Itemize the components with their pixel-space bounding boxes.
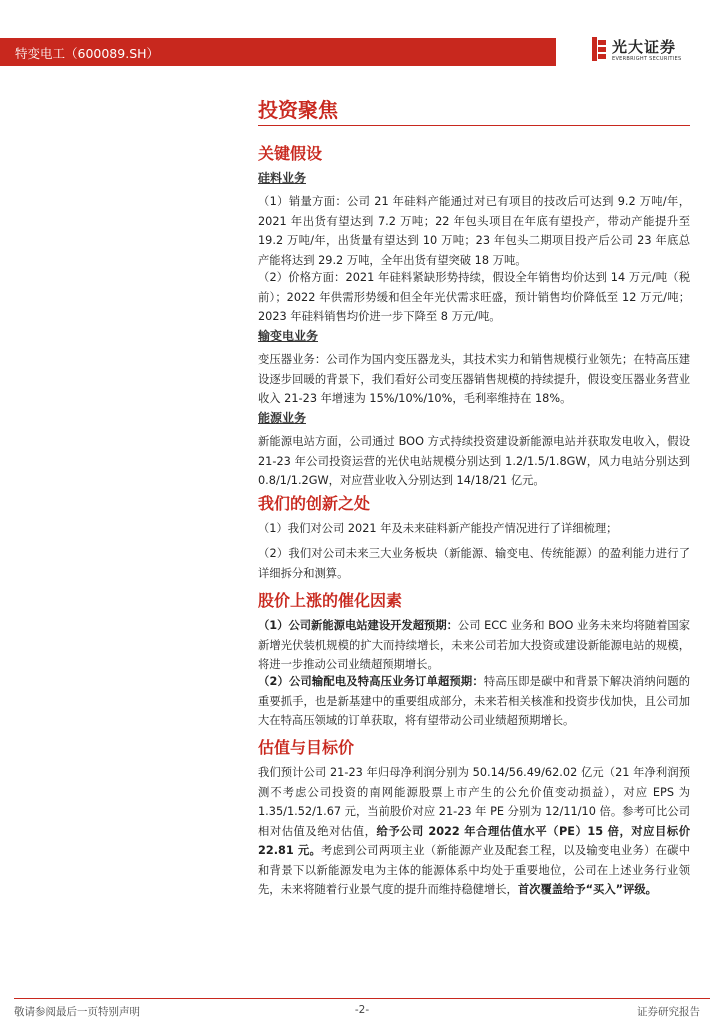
section-heading-innovation: 我们的创新之处 (258, 494, 371, 513)
catalyst-1-text: 公司 ECC 业务和 BOO 业务未来均将随着国家新增光伏装机规模的扩大而持续增长，未来公司若加大投资或建设新能源电站的规模，将进一步推动公司业绩超预期增长。 (258, 619, 690, 671)
paragraph-text: （1）销量方面：公司 21 年硅料产能通过对已有项目的技改后可达到 9.2 万吨/年，2021 年出货有望达到 7.2 万吨；22 年包头项目在年底有望投产，带动产能提升至 19.2 万吨/年，出货量有望达到 10 万吨；23 年包头二期项目投产后公司 23 年底总产能将达到 29.2 万吨，全年出货有望突破 18 万吨。 (258, 195, 690, 267)
company-ticker: 特变电工（600089.SH） (15, 46, 160, 61)
brand-logo-icon (592, 37, 606, 61)
brand-logo (592, 37, 712, 67)
page-title: 投资聚焦 (258, 98, 338, 122)
brand-name: 光大证券 (612, 38, 677, 56)
paragraph-innovation-1 (258, 519, 690, 539)
paragraph-silicon-price (258, 268, 690, 327)
catalyst-2-text: 特高压即是碳中和背景下解决消纳问题的重要抓手，也是新基建中的重要组成部分，未来若相关核准和投资步伐加快，且公司加大在特高压领域的订单获取，将有望带动公司业绩超预期增长。 (258, 675, 690, 727)
paragraph-silicon-volume (258, 192, 690, 270)
paragraph-valuation (258, 763, 690, 900)
footer-disclaimer: 敬请参阅最后一页特别声明 (14, 1006, 140, 1018)
title-divider (258, 125, 690, 126)
subheading-silicon: 硅料业务 (258, 171, 307, 185)
paragraph-text: 新能源电站方面，公司通过 BOO 方式持续投资建设新能源电站并获取发电收入，假设 21-23 年公司投资运营的光伏电站规模分别达到 1.2/1.5/1.8GW，风力电站分别达到 0.8/1/1.2GW，对应营业收入分别达到 14/18/21 亿元。 (258, 435, 690, 487)
section-heading-key-assumptions: 关键假设 (258, 144, 323, 163)
section-heading-valuation: 估值与目标价 (258, 738, 355, 757)
page-number: -2- (354, 1004, 370, 1016)
catalyst-2-lead: （2）公司输配电及特高压业务订单超预期： (258, 675, 484, 688)
paragraph-catalyst-1 (258, 616, 690, 675)
valuation-text-1: 我们预计公司 21-23 年归母净利润分别为 50.14/56.49/62.02 亿元（21 年净利润预测不考虑公司投资的南网能源股票上市产生的公允价值变动损益），对应 EPS 为 1.35/1.52/1.67 元，当前股价对应 21-23 年 PE 分别为 12/11/10 倍。参考可比公司相对估值及绝对估值， (258, 766, 690, 838)
paragraph-text: （1）我们对公司 2021 年及未来硅料新产能投产情况进行了详细梳理； (258, 522, 618, 535)
footer-divider (14, 998, 710, 999)
paragraph-text: 变压器业务：公司作为国内变压器龙头，其技术实力和销售规模行业领先；在特高压建设逐步回暖的背景下，我们看好公司变压器销售规模的持续提升，假设变压器业务营业收入 21-23 年增速为 15%/10%/10%，毛利率维持在 18%。 (258, 353, 690, 405)
valuation-rating: 首次覆盖给予“买入”评级。 (517, 883, 657, 896)
section-heading-catalysts: 股价上涨的催化因素 (258, 591, 403, 610)
subheading-transmission: 输变电业务 (258, 329, 319, 343)
paragraph-new-energy-stations (258, 432, 690, 491)
paragraph-catalyst-2 (258, 672, 690, 731)
valuation-target-price: 给予公司 2022 年合理估值水平（PE）15 倍，对应目标价 22.81 元。 (258, 824, 690, 857)
paragraph-innovation-2 (258, 544, 690, 583)
valuation-text-2: 考虑到公司两项主业（新能源产业及配套工程，以及输变电业务）在碳中和背景下以新能源发电为主体的能源体系中均处于重要地位，公司在上述业务行业领先，未来将随着行业景气度的提升而维持稳健增长， (258, 844, 690, 896)
subheading-energy: 能源业务 (258, 411, 307, 425)
paragraph-text: （2）我们对公司未来三大业务板块（新能源、输变电、传统能源）的盈利能力进行了详细拆分和测算。 (258, 547, 690, 580)
paragraph-text: （2）价格方面：2021 年硅料紧缺形势持续，假设全年销售均价达到 14 万元/吨（税前）；2022 年供需形势缓和但全年光伏需求旺盛，预计销售均价降低至 12 万元/吨；2023 年硅料销售均价进一步下降至 8 万元/吨。 (258, 271, 690, 323)
brand-name-en: EVERBRIGHT SECURITIES (612, 56, 682, 62)
report-type: 证券研究报告 (637, 1006, 700, 1018)
paragraph-transformer (258, 350, 690, 409)
catalyst-1-lead: （1）公司新能源电站建设开发超预期： (258, 619, 458, 632)
